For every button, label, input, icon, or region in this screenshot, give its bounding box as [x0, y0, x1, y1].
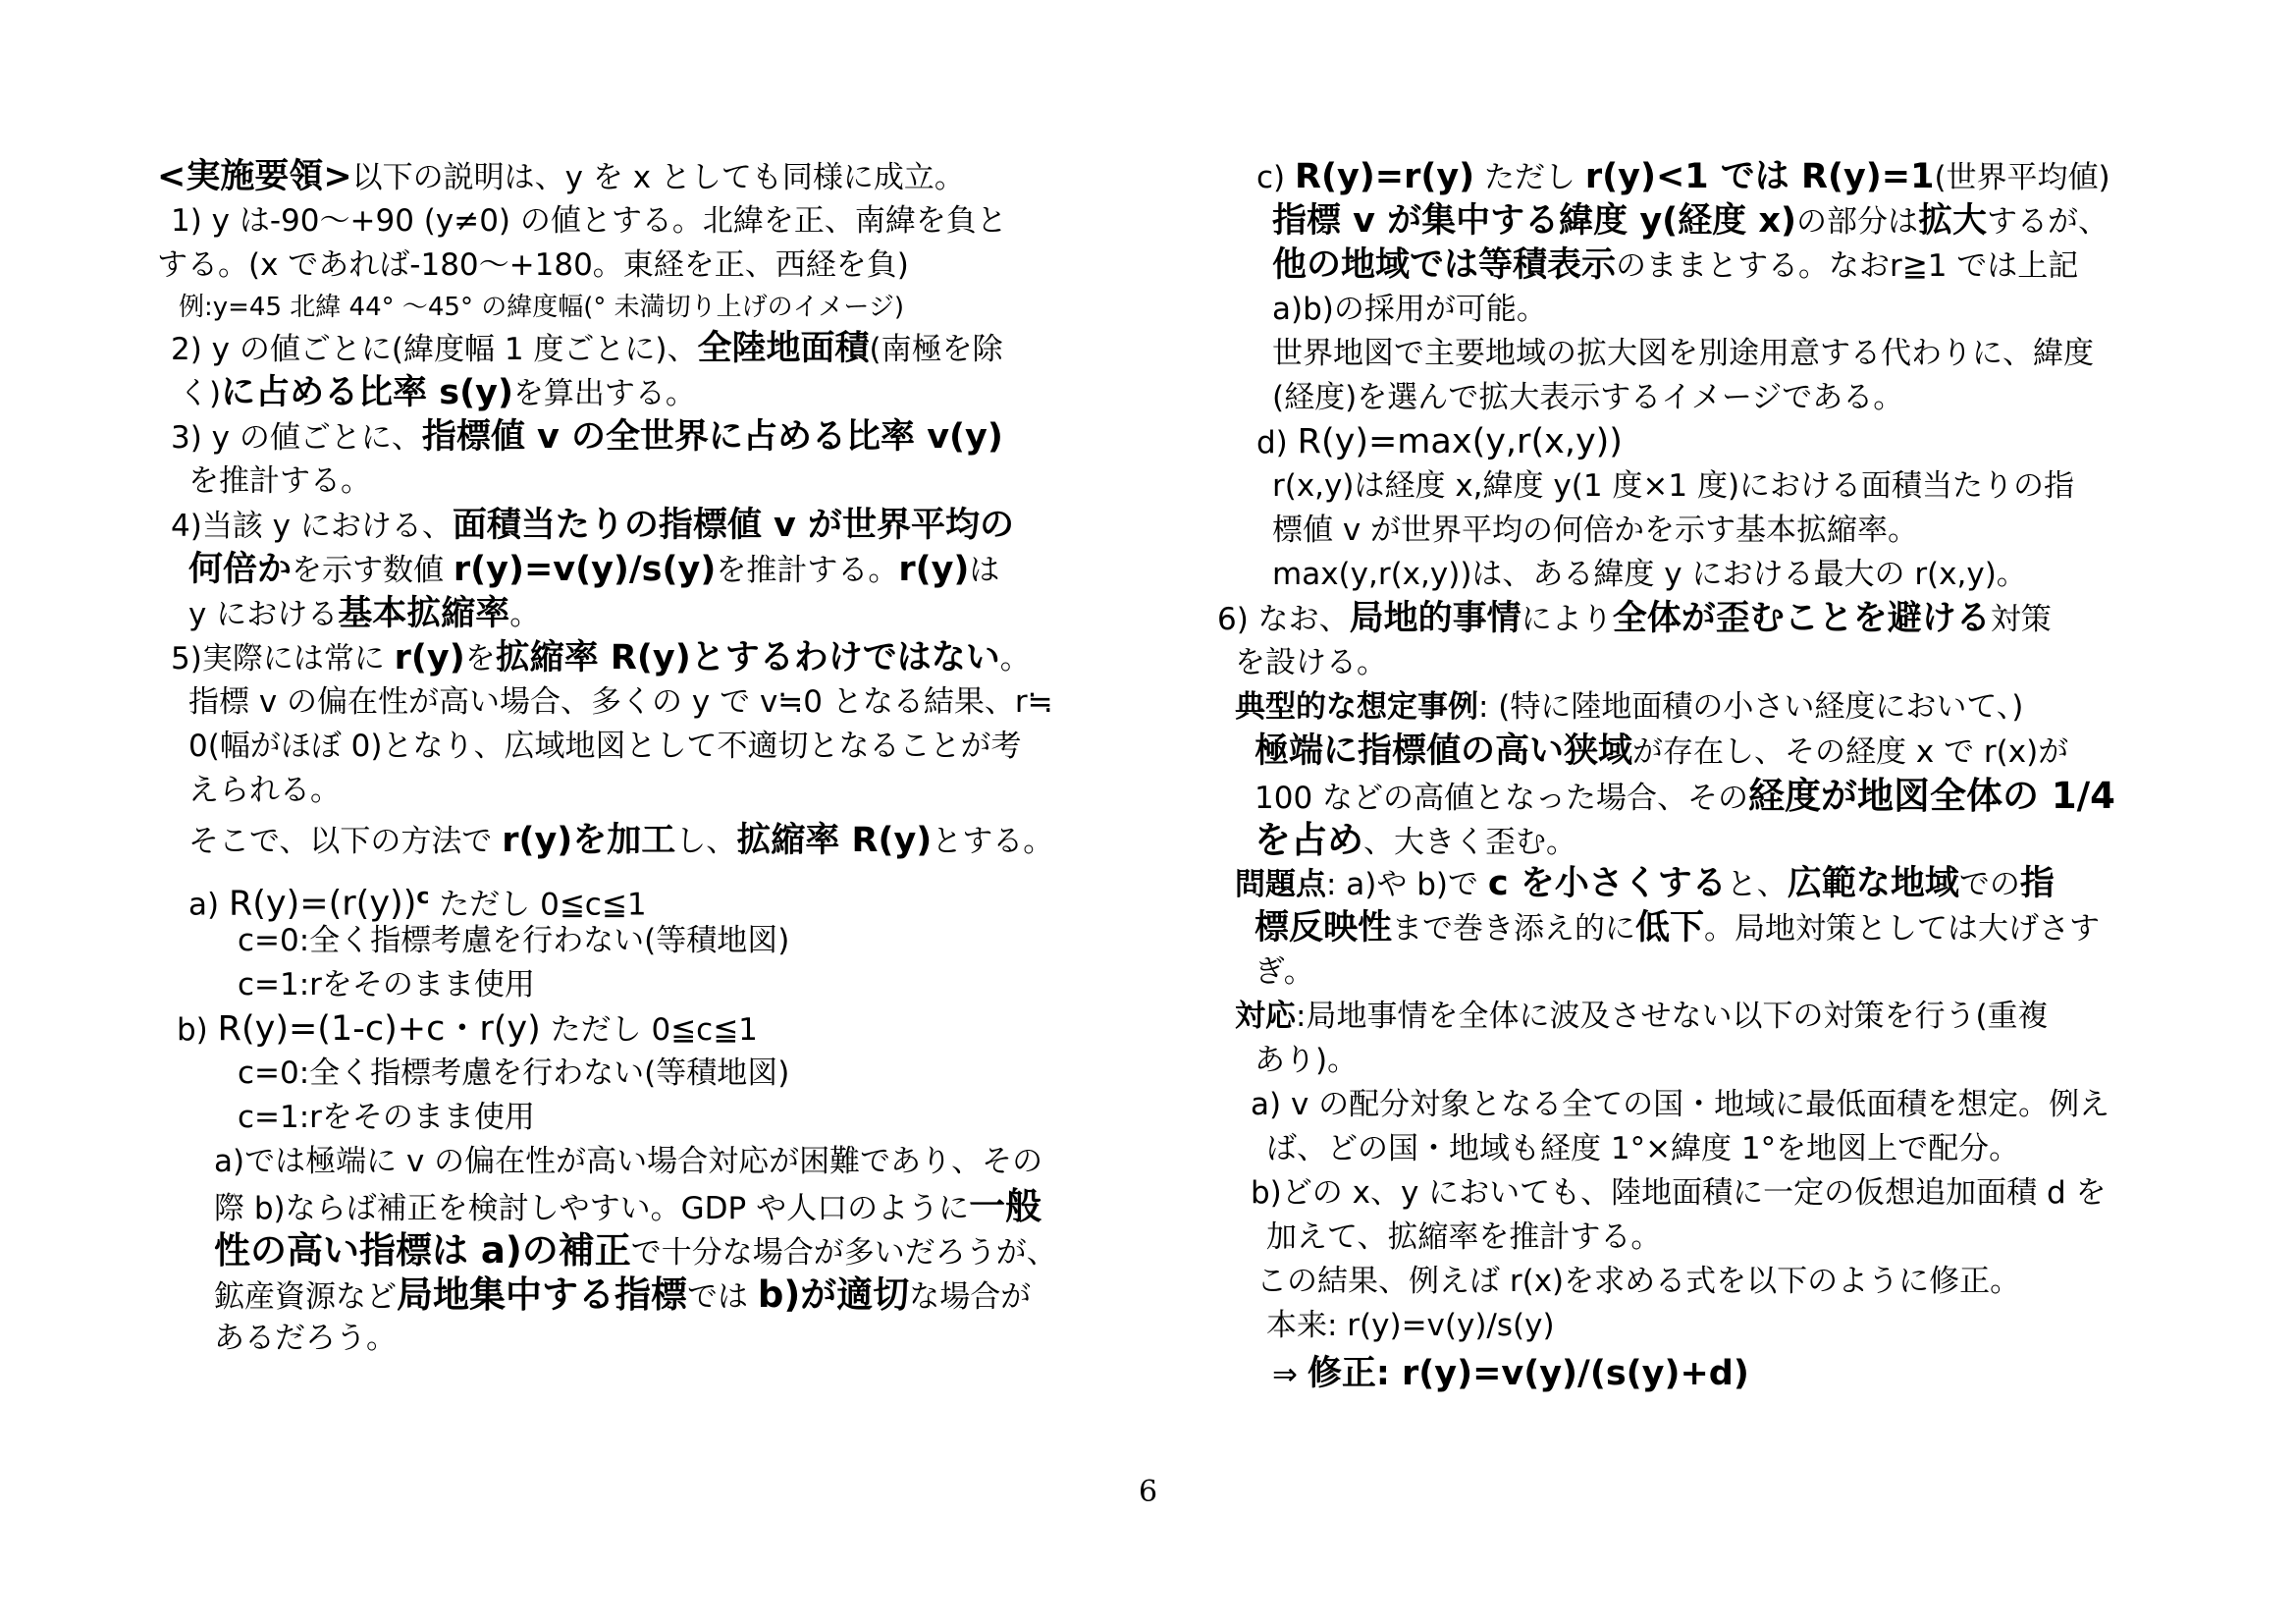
line: 6) なお、局地的事情により全体が歪むことを避ける対策 [1217, 599, 2052, 638]
line: 0(幅がほぼ 0)となり、広域地図として不適切となることが考 [188, 729, 1022, 764]
line: 加えて、拡縮率を推計する。 [1266, 1219, 1662, 1255]
line: 標値 v が世界平均の何倍かを示す基本拡縮率。 [1272, 513, 1919, 548]
line: 標反映性まで巻き添え的に低下。局地対策としては大げさす [1255, 908, 2101, 947]
line: a)b)の採用が可能。 [1272, 292, 1547, 327]
line: 鉱産資源など局地集中する指標では b)が適切な場合が [214, 1273, 1032, 1316]
line: b) R(y)=(1-c)+c・r(y) ただし 0≦c≦1 [177, 1009, 758, 1049]
line: 2) y の値ごとに(緯度幅 1 度ごとに)、全陸地面積(南極を除 [171, 329, 1003, 368]
line: この結果、例えば r(x)を求める式を以下のように修正。 [1256, 1264, 2021, 1299]
line: 本来: r(y)=v(y)/s(y) [1266, 1308, 1555, 1343]
line: 世界地図で主要地域の拡大図を別途用意する代わりに、緯度 [1272, 336, 2094, 371]
line: 例:y=45 北緯 44° 〜45° の緯度幅(° 未満切り上げのイメージ) [179, 293, 905, 322]
left-column [157, 155, 1099, 1361]
line: あり)。 [1255, 1043, 1359, 1078]
line: c) R(y)=r(y) ただし r(y)<1 では R(y)=1(世界平均値) [1256, 157, 2110, 196]
line: ば、どの国・地域も経度 1°×緯度 1°を地図上で配分。 [1266, 1131, 2020, 1166]
line: 5)実際には常に r(y)を拡縮率 R(y)とするわけではない。 [171, 638, 1031, 677]
line: 問題点: a)や b)で c を小さくすると、広範な地域での指 [1235, 864, 2055, 903]
line: b)どの x、y においても、陸地面積に一定の仮想追加面積 d を [1251, 1175, 2107, 1211]
line: 指標 v が集中する緯度 y(経度 x)の部分は拡大するが、 [1272, 201, 2109, 241]
line: c=0:全く指標考慮を行わない(等積地図) [238, 1056, 790, 1091]
line: a) $R(y)=(r(y))^c$ ただし 0≦c≦1 [188, 884, 647, 924]
line: max(y,r(x,y))は、ある緯度 y における最大の r(x,y)。 [1272, 557, 2027, 592]
line: (経度)を選んで拡大表示するイメージである。 [1272, 380, 1904, 415]
line: ぎ。 [1255, 954, 1314, 990]
line: そこで、以下の方法で r(y)を加工し、拡縮率 R(y)とする。 [188, 821, 1054, 860]
heading-text: <実施要領> [157, 157, 352, 196]
line: あるだろう。 [214, 1321, 397, 1356]
line: 何倍かを示す数値 r(y)=v(y)/s(y)を推計する。r(y)は [188, 550, 1000, 589]
line: を占め、大きく歪む。 [1255, 819, 1576, 861]
line: 典型的な想定事例: (特に陸地面積の小さい経度において、) [1235, 689, 2024, 725]
line: する。(x であれば-180〜+180。東経を正、西経を負) [157, 247, 909, 283]
line: c=1:rをそのまま使用 [238, 1100, 535, 1135]
line: y における基本拡縮率。 [188, 594, 541, 633]
line: 100 などの高値となった場合、その経度が地図全体の 1/4 [1255, 775, 2115, 817]
line: く)に占める比率 s(y)を算出する。 [179, 373, 696, 412]
line: <実施要領>以下の説明は、y を x としても同様に成立。 [157, 157, 965, 196]
line: c=1:rをそのまま使用 [238, 967, 535, 1002]
page-number: 6 [1138, 1475, 1158, 1509]
line: 3) y の値ごとに、指標値 v の全世界に占める比率 v(y) [171, 417, 1003, 457]
line: を推計する。 [188, 463, 371, 499]
line: r(x,y)は経度 x,緯度 y(1 度×1 度)における面積当たりの指 [1272, 468, 2075, 504]
line: 1) y は-90〜+90 (y≠0) の値とする。北緯を正、南緯を負と [171, 203, 1007, 239]
line: 極端に指標値の高い狭域が存在し、その経度 x で r(x)が [1255, 731, 2069, 771]
line: 4)当該 y における、面積当たりの指標値 v が世界平均の [171, 506, 1015, 545]
line: を設ける。 [1235, 645, 1387, 680]
right-column [1217, 155, 2199, 1396]
line: c=0:全く指標考慮を行わない(等積地図) [238, 923, 790, 958]
line: 性の高い指標は a)の補正で十分な場合が多いだろうが、 [214, 1229, 1057, 1272]
line: 際 b)ならば補正を検討しやすい。GDP や人口のように一般 [214, 1185, 1042, 1227]
line: 指標 v の偏在性が高い場合、多くの y で v≒0 となる結果、r≒ [188, 684, 1053, 720]
line: a) v の配分対象となる全ての国・地域に最低面積を想定。例え [1251, 1087, 2110, 1122]
line: ⇒ 修正: r(y)=v(y)/(s(y)+d) [1272, 1354, 1749, 1393]
line: d) R(y)=max(y,r(x,y)) [1256, 422, 1623, 461]
line: a)では極端に v の偏在性が高い場合対応が困難であり、その [214, 1144, 1043, 1179]
line: えられる。 [188, 773, 341, 808]
line: 対応:局地事情を全体に波及させない以下の対策を行う(重複 [1235, 999, 2049, 1034]
line: 他の地域では等積表示のままとする。なおr≧1 では上記 [1272, 245, 2079, 285]
